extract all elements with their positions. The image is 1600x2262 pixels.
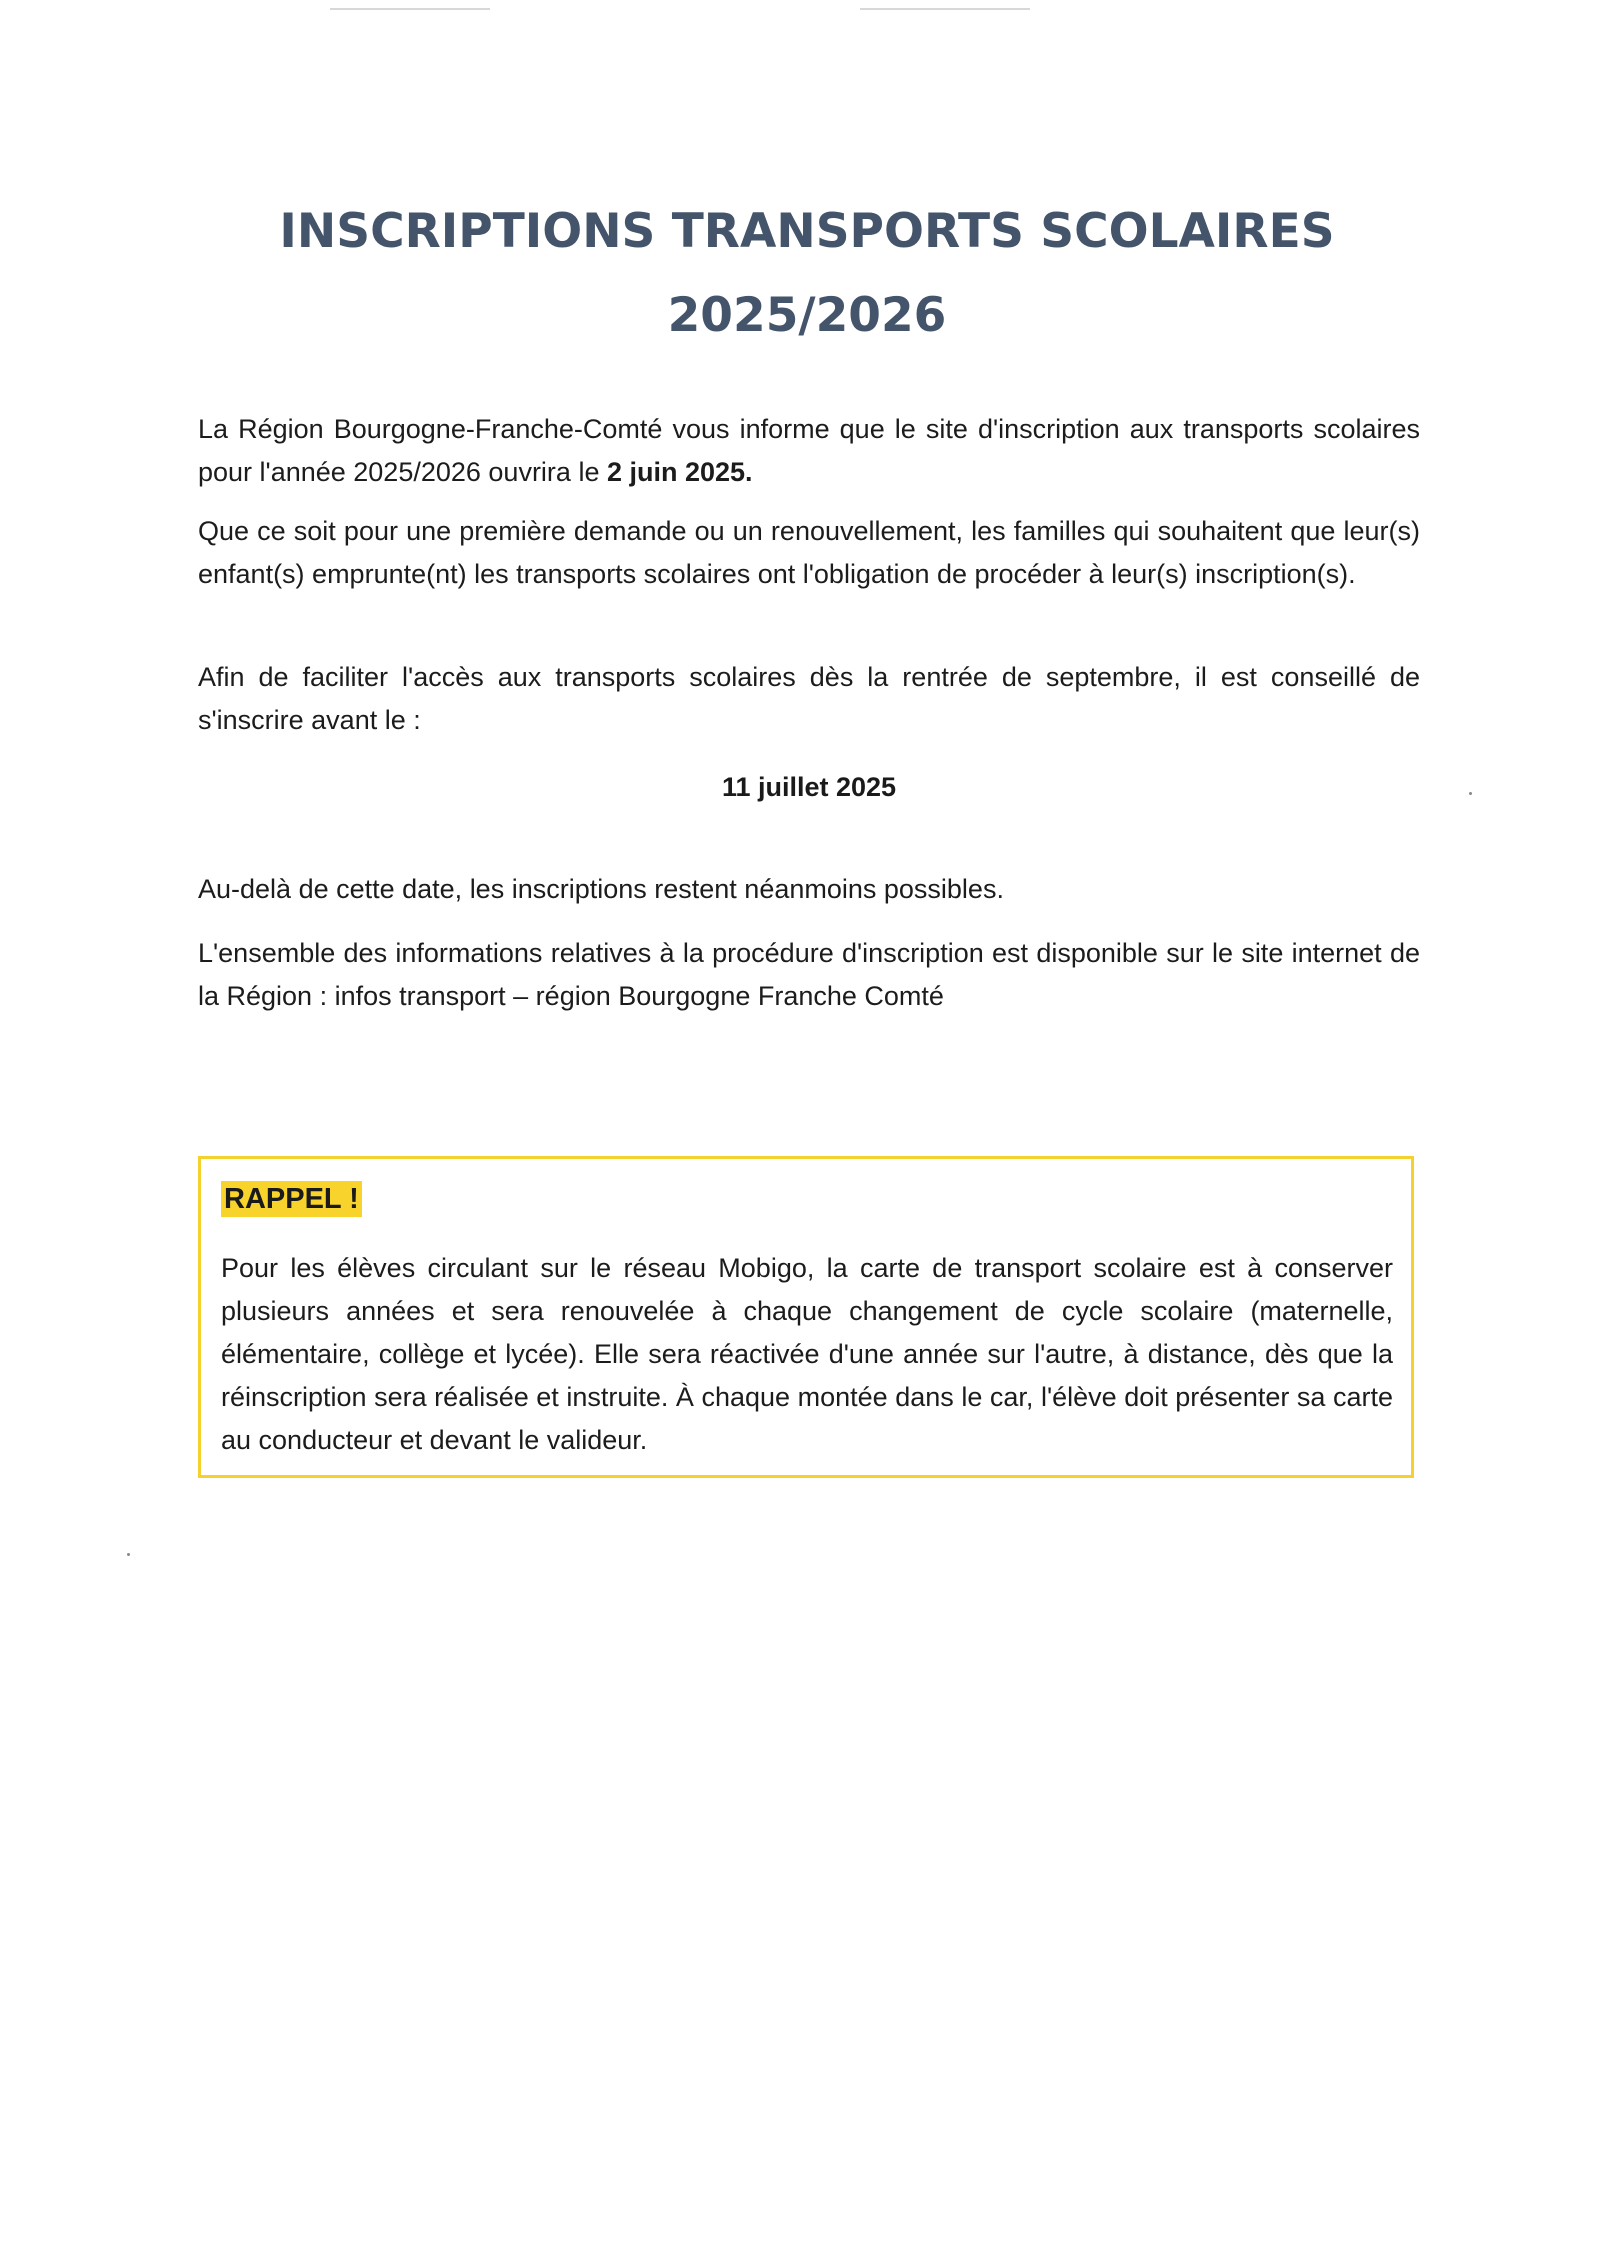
scan-artifact — [330, 8, 490, 10]
rappel-title: RAPPEL ! — [221, 1181, 362, 1217]
rappel-box — [198, 1156, 1414, 1478]
rappel-text: Pour les élèves circulant sur le réseau Mobigo, la carte de transport scolaire est à conserver plusieurs années et sera renouvelée à chaque changement de cycle scolaire (maternelle, élémentaire, collège et lycée). Elle sera réactivée d'une année sur l'autre, à distance, dès que la réinscription sera réalisée et instruite. À chaque montée dans le car, l'élève doit présenter sa carte au conducteur et devant le valideur. — [221, 1253, 1393, 1455]
page-title — [0, 190, 1600, 358]
scan-dot — [1469, 792, 1472, 795]
deadline-date: 11 juillet 2025 — [721, 772, 897, 802]
scan-dot — [127, 1553, 130, 1556]
paragraph-info-website: L'ensemble des informations relatives à la procédure d'inscription est disponible sur le site internet de la Région : infos transport – région Bourgogne Franche Comté — [198, 938, 1420, 1011]
paragraph-1-text: La Région Bourgogne-Franche-Comté vous informe que le site d'inscription aux transports scolaires pour l'année 2025/2026 ouvrira le — [198, 414, 1420, 487]
paragraph-advice: Afin de faciliter l'accès aux transports scolaires dès la rentrée de septembre, il est conseillé de s'inscrire avant le : — [198, 662, 1420, 735]
paragraph-obligation: Que ce soit pour une première demande ou un renouvellement, les familles qui souhaitent que leur(s) enfant(s) emprunte(nt) les transports scolaires ont l'obligation de procéder à leur(s) inscription(s). — [198, 516, 1420, 589]
paragraph-opening-date — [198, 408, 1420, 494]
scan-artifact — [860, 8, 1030, 10]
opening-date: 2 juin 2025. — [606, 457, 753, 487]
paragraph-after-deadline: Au-delà de cette date, les inscriptions restent néanmoins possibles. — [198, 874, 1004, 904]
title-line-2: 2025/2026 — [667, 288, 947, 343]
title-line-1: INSCRIPTIONS TRANSPORTS SCOLAIRES — [279, 204, 1335, 259]
